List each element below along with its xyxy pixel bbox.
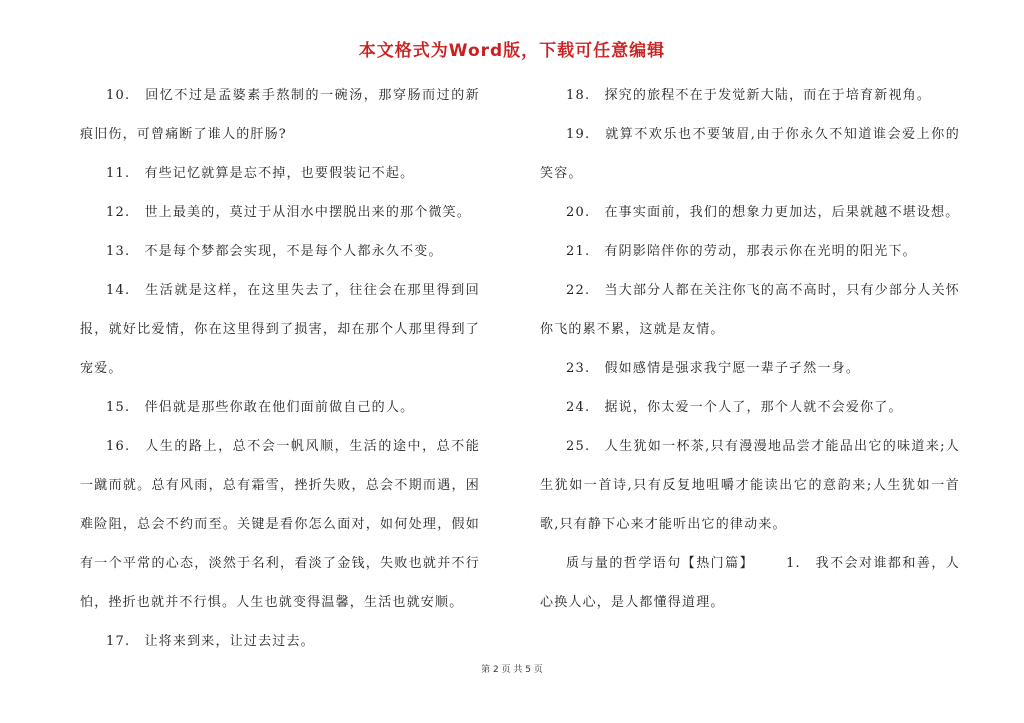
list-item: 21. 有阴影陪伴你的劳动，那表示你在光明的阳光下。	[566, 244, 917, 259]
list-item: 17. 让将来到来，让过去过去。	[106, 634, 315, 649]
list-item: 20. 在事实面前，我们的想象力更加达，后果就越不堪设想。	[566, 205, 960, 220]
page-footer: 第 2 页 共 5 页	[481, 665, 543, 675]
list-item: 25. 人生犹如一杯茶,只有漫漫地品尝才能品出它的味道来;人生犹如一首诗,只有反复地咀嚼才能读出它的意韵来;人生犹如一首歌,只有静下心来才能听出它的律动来。	[540, 439, 960, 532]
list-item: 24. 据说，你太爱一个人了，那个人就不会爱你了。	[566, 400, 903, 415]
section-first-item: 1. 我不会对谁都和善，人心换人心，是人都懂得道理。	[540, 556, 960, 610]
list-item: 14. 生活就是这样，在这里失去了，往往会在那里得到回报，就好比爱情，你在这里得到了损害，却在那个人那里得到了宠爱。	[80, 283, 480, 376]
list-item: 10. 回忆不过是孟婆素手熬制的一碗汤，那穿肠而过的新痕旧伤，可曾痛断了谁人的肝肠?	[80, 88, 480, 142]
list-item: 18. 探究的旅程不在于发觉新大陆，而在于培育新视角。	[566, 88, 932, 103]
right-column	[540, 76, 960, 622]
list-item: 11. 有些记忆就算是忘不掉，也要假装记不起。	[106, 166, 415, 181]
list-item: 16. 人生的路上，总不会一帆风顺，生活的途中，总不能一蹴而就。总有风雨，总有霜雪，挫折失败，总会不期而遇，困难险阻，总会不约而至。关键是看你怎么面对，如何处理，假如有一个平常的心态，淡然于名利，看淡了金钱，失败也就并不行怕，挫折也就并不行惧。人生也就变得温馨，生活也就安顺。	[80, 439, 480, 610]
section-title: 质与量的哲学语句【热门篇】	[566, 556, 755, 571]
list-item: 23. 假如感情是强求我宁愿一辈子孑然一身。	[566, 361, 861, 376]
list-item: 22. 当大部分人都在关注你飞的高不高时，只有少部分人关怀你飞的累不累，这就是友情。	[540, 283, 960, 337]
list-item: 12. 世上最美的，莫过于从泪水中摆脱出来的那个微笑。	[106, 205, 472, 220]
section-block	[540, 544, 960, 622]
list-item: 13. 不是每个梦都会实现，不是每个人都永久不变。	[106, 244, 443, 259]
list-item: 15. 伴侣就是那些你敢在他们面前做自己的人。	[106, 400, 415, 415]
list-item: 19. 就算不欢乐也不要皱眉,由于你永久不知道谁会爱上你的笑容。	[540, 127, 960, 181]
left-column	[80, 76, 480, 661]
document-header: 本文格式为Word版，下载可任意编辑	[358, 41, 666, 61]
